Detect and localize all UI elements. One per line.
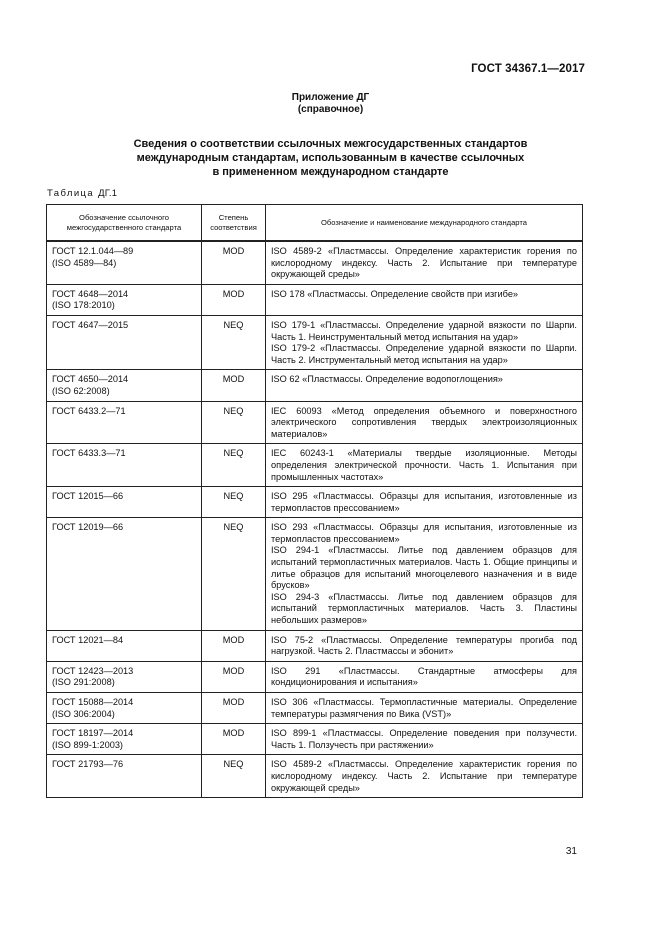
table-row [47,724,583,755]
interstate-standard-code: ГОСТ 12019—66 [52,522,124,533]
conformity-degree-cell: MOD [202,693,266,724]
conformity-degree-cell: NEQ [202,315,266,369]
conformity-degree-cell: MOD [202,241,266,284]
interstate-standard-cell [47,284,202,315]
international-standard-entry: ISO 294-3 «Пластмассы. Литье под давлением образцов для испытаний термопластичных материалов. Часть 3. Пластины небольших размеров» [271,591,577,626]
international-standard-cell [266,630,583,661]
international-standard-cell [266,401,583,444]
table-caption-number: ДГ.1 [98,188,118,199]
international-standard-entry: ISO 178 «Пластмассы. Определение свойств при изгибе» [271,288,519,299]
conformity-degree-cell: MOD [202,661,266,692]
interstate-standard-cell [47,401,202,444]
interstate-standard-cell [47,661,202,692]
interstate-standard-cell [47,518,202,630]
table-row [47,693,583,724]
header-conformity-degree: Степень соответствия [202,205,266,242]
interstate-standard-code: ГОСТ 12015—66 [52,491,124,502]
interstate-standard-cell [47,370,202,401]
international-standard-entry: IEC 60243-1 «Материалы твердые изоляционные. Методы определения электрической прочности. Часть 1. Испытания при промышленных частотах» [271,448,577,482]
interstate-standard-code: ГОСТ 15088—2014 [52,697,134,707]
international-standard-entry: ISO 295 «Пластмассы. Образцы для испытания, изготовленные из термопластов прессованием» [271,491,577,513]
table-caption [47,188,117,199]
table-row [47,401,583,444]
table-row [47,284,583,315]
linked-international-code: (ISO 4589—84) [52,257,117,268]
conformity-degree-cell: MOD [202,724,266,755]
table-row [47,315,583,369]
interstate-standard-code: ГОСТ 4650—2014 [52,374,129,385]
title-line-2: международным стандартам, использованным в качестве ссылочных [136,152,525,164]
international-standard-entry: ISO 75-2 «Пластмассы. Определение температуры прогиба под нагрузкой. Часть 2. Пластмассы и эбонит» [271,634,577,657]
interstate-standard-cell [47,630,202,661]
table-body [47,241,583,798]
conformity-degree-cell: NEQ [202,401,266,444]
header-international-standard: Обозначение и наименование международного стандарта [266,205,583,242]
interstate-standard-code: ГОСТ 12423—2013 [52,665,134,676]
interstate-standard-code: ГОСТ 4647—2015 [52,319,129,330]
conformity-degree-cell: NEQ [202,444,266,487]
table-row [47,444,583,487]
interstate-standard-code: ГОСТ 18197—2014 [52,728,134,739]
international-standard-entry: ISO 179-2 «Пластмассы. Определение ударной вязкости по Шарпи. Часть 2. Инструментальный метод испытания на удар» [271,343,577,365]
international-standard-cell [266,444,583,487]
linked-international-code: (ISO 178:2010) [52,300,115,311]
interstate-standard-code: ГОСТ 6433.2—71 [52,405,126,416]
linked-international-code: (ISO 306:2004) [52,708,115,719]
appendix-title: Приложение ДГ [291,92,370,103]
international-standard-cell [266,724,583,755]
table-row [47,755,583,798]
conformity-degree-cell: MOD [202,284,266,315]
interstate-standard-code: ГОСТ 6433.3—71 [52,448,126,459]
international-standard-cell [266,693,583,724]
linked-international-code: (ISO 291:2008) [52,677,115,688]
linked-international-code: (ISO 899-1:2003) [52,739,123,750]
conformity-degree-cell: MOD [202,370,266,401]
international-standard-entry: ISO 294-1 «Пластмассы. Литье под давлением образцов для испытаний термопластичных материалов. Часть 1. Общие принципы и литье образцов для испытаний многоцелевого назначения и в виде брусков» [271,545,577,591]
document-title [40,137,621,179]
standard-code-header: ГОСТ 34367.1—2017 [471,63,585,75]
header-interstate-standard: Обозначение ссылочного межгосударственного стандарта [47,205,202,242]
interstate-standard-code: ГОСТ 21793—76 [52,759,124,770]
interstate-standard-code: ГОСТ 12021—84 [52,634,124,645]
international-standard-entry: ISO 306 «Пластмассы. Термопластичные материалы. Определение температуры размягчения по Вика (VST)» [271,697,577,719]
international-standard-cell [266,661,583,692]
international-standard-cell [266,755,583,798]
table-row [47,630,583,661]
table-row [47,370,583,401]
interstate-standard-cell [47,241,202,284]
international-standard-cell [266,487,583,518]
table-header-row [47,205,583,242]
interstate-standard-cell [47,755,202,798]
table-row [47,487,583,518]
table-row [47,518,583,630]
international-standard-entry: ISO 179-1 «Пластмассы. Определение ударной вязкости по Шарпи. Часть 1. Неинструментальный метод испытания на удар» [271,319,577,342]
interstate-standard-cell [47,724,202,755]
table-caption-word: Таблица [47,188,95,199]
interstate-standard-cell [47,444,202,487]
table-row [47,241,583,284]
appendix-subtitle: (справочное) [297,104,364,115]
conformity-degree-cell: NEQ [202,755,266,798]
page-number: 31 [565,846,577,857]
international-standard-cell [266,518,583,630]
title-line-3: в примененном международном стандарте [212,166,449,178]
title-line-1: Сведения о соответствии ссылочных межгосударственных стандартов [133,138,528,150]
international-standard-entry: IEC 60093 «Метод определения объемного и поверхностного электрического сопротивления твердых электроизоляционных материалов» [271,405,577,439]
international-standard-entry: ISO 4589-2 «Пластмассы. Определение характеристик горения по кислородному индексу. Часть 2. Испытание при температуре окружающей среды» [271,246,577,280]
table-row [47,661,583,692]
international-standard-entry: ISO 293 «Пластмассы. Образцы для испытания, изготовленные из термопластов прессованием» [271,522,577,544]
international-standard-cell [266,315,583,369]
international-standard-entry: ISO 899-1 «Пластмассы. Определение поведения при ползучести. Часть 1. Ползучесть при растяжении» [271,728,577,750]
international-standard-cell [266,241,583,284]
interstate-standard-cell [47,487,202,518]
conformity-degree-cell: NEQ [202,487,266,518]
conformity-degree-cell: MOD [202,630,266,661]
correspondence-table [46,204,583,798]
linked-international-code: (ISO 62:2008) [52,385,110,396]
international-standard-cell [266,370,583,401]
interstate-standard-code: ГОСТ 4648—2014 [52,288,129,299]
international-standard-entry: ISO 62 «Пластмассы. Определение водопоглощения» [271,374,503,385]
international-standard-cell [266,284,583,315]
interstate-standard-cell [47,693,202,724]
appendix-heading [0,92,661,116]
interstate-standard-cell [47,315,202,369]
international-standard-entry: ISO 291 «Пластмассы. Стандартные атмосферы для кондиционирования и испытания» [271,665,577,688]
international-standard-entry: ISO 4589-2 «Пластмассы. Определение характеристик горения по кислородному индексу. Часть 2. Испытание при температуре окружающей среды» [271,759,577,793]
conformity-degree-cell: NEQ [202,518,266,630]
interstate-standard-code: ГОСТ 12.1.044—89 [52,246,134,256]
